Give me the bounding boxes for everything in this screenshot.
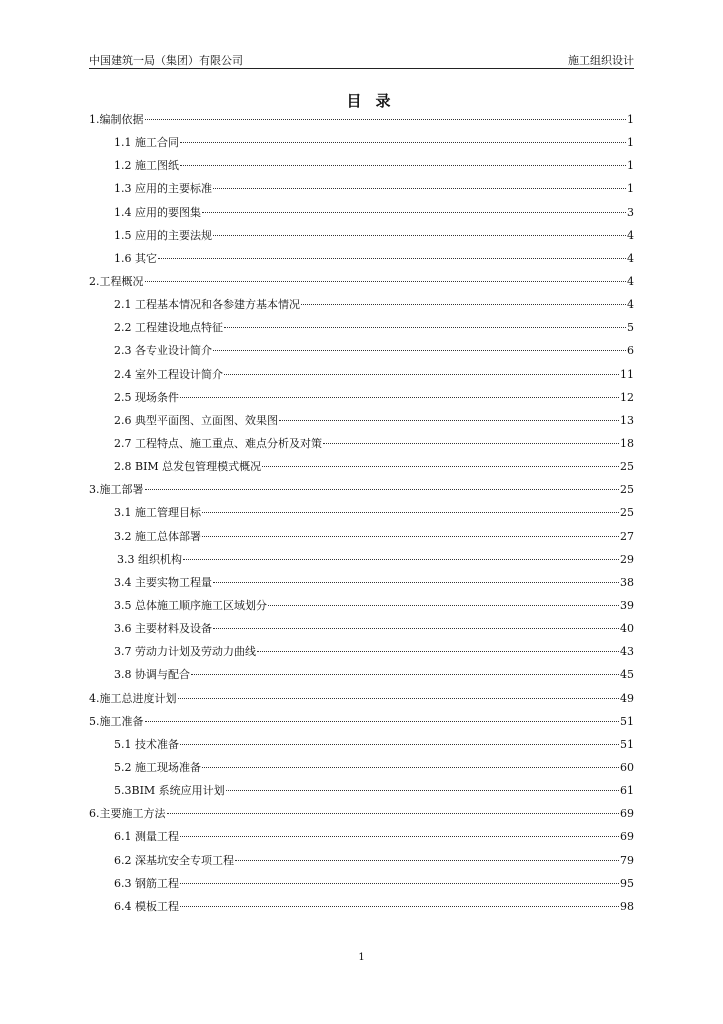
toc-leader-dots [180, 165, 626, 166]
toc-leader-dots [213, 628, 619, 629]
toc-entry[interactable] [89, 458, 634, 481]
table-of-contents [89, 111, 634, 921]
toc-entry[interactable] [89, 319, 634, 342]
toc-entry-page: 69 [620, 807, 634, 821]
toc-entry-label: 3.6 主要材料及设备 [114, 622, 212, 636]
toc-entry-page: 95 [620, 876, 634, 890]
toc-entry[interactable] [89, 805, 634, 828]
toc-entry[interactable] [89, 713, 634, 736]
toc-entry-label: 2.4 室外工程设计简介 [114, 367, 223, 381]
toc-entry-label: 6.3 钢筋工程 [114, 876, 179, 890]
toc-entry-page: 13 [620, 413, 634, 427]
toc-entry-page: 51 [620, 714, 634, 728]
toc-entry[interactable] [89, 389, 634, 412]
toc-entry-label: 2.1 工程基本情况和各参建方基本情况 [114, 298, 300, 312]
toc-leader-dots [213, 188, 626, 189]
toc-entry-label: 3.7 劳动力计划及劳动力曲线 [114, 645, 256, 659]
toc-entry-page: 4 [627, 274, 634, 288]
toc-leader-dots [145, 489, 620, 490]
toc-entry-label: 1.4 应用的要图集 [114, 205, 201, 219]
toc-entry-label: 1.3 应用的主要标准 [114, 182, 212, 196]
toc-leader-dots [183, 559, 619, 560]
toc-entry-label: 5.3BIM 系统应用计划 [114, 784, 225, 798]
toc-entry[interactable] [89, 273, 634, 296]
toc-leader-dots [224, 327, 626, 328]
toc-leader-dots [257, 651, 619, 652]
toc-entry-page: 60 [620, 760, 634, 774]
toc-entry-page: 40 [620, 622, 634, 636]
toc-entry[interactable] [89, 574, 634, 597]
toc-entry-label: 3.8 协调与配合 [114, 668, 190, 682]
toc-entry[interactable] [89, 366, 634, 389]
toc-entry[interactable] [89, 481, 634, 504]
toc-entry[interactable] [89, 828, 634, 851]
toc-entry[interactable] [89, 435, 634, 458]
toc-entry[interactable] [89, 620, 634, 643]
toc-entry-label: 2.工程概况 [89, 274, 144, 288]
toc-entry-label: 3.5 总体施工顺序施工区域划分 [114, 598, 267, 612]
toc-entry[interactable] [89, 852, 634, 875]
toc-entry-page: 4 [627, 298, 634, 312]
toc-entry-page: 25 [620, 460, 634, 474]
toc-entry-label: 1.1 施工合同 [114, 136, 179, 150]
toc-entry-label: 2.5 现场条件 [114, 390, 179, 404]
toc-entry[interactable] [89, 736, 634, 759]
toc-entry-page: 25 [620, 483, 634, 497]
toc-leader-dots [180, 397, 619, 398]
toc-leader-dots [226, 790, 619, 791]
toc-leader-dots [202, 512, 619, 513]
toc-entry[interactable] [89, 412, 634, 435]
toc-leader-dots [323, 443, 619, 444]
toc-leader-dots [191, 674, 619, 675]
toc-entry[interactable] [89, 504, 634, 527]
toc-entry-page: 61 [620, 784, 634, 798]
toc-entry-page: 1 [627, 113, 634, 126]
toc-entry-label: 5.1 技术准备 [114, 737, 179, 751]
toc-entry-page: 49 [620, 691, 634, 705]
toc-leader-dots [202, 536, 619, 537]
toc-entry[interactable] [89, 875, 634, 898]
toc-entry-page: 1 [627, 159, 634, 173]
toc-entry-page: 1 [627, 136, 634, 150]
toc-entry[interactable] [89, 180, 634, 203]
toc-entry-page: 43 [620, 645, 634, 659]
toc-entry-page: 1 [627, 182, 634, 196]
toc-leader-dots [180, 906, 619, 907]
toc-leader-dots [180, 836, 619, 837]
toc-entry-label: 2.2 工程建设地点特征 [114, 321, 223, 335]
toc-entry[interactable] [89, 666, 634, 689]
toc-leader-dots [145, 281, 627, 282]
toc-entry-label: 3.4 主要实物工程量 [114, 575, 212, 589]
toc-entry-label: 3.1 施工管理目标 [114, 506, 201, 520]
toc-leader-dots [180, 744, 619, 745]
toc-entry-page: 69 [620, 830, 634, 844]
toc-leader-dots [213, 235, 626, 236]
toc-leader-dots [145, 119, 627, 120]
toc-leader-dots [202, 767, 619, 768]
toc-entry-page: 5 [627, 321, 634, 335]
toc-entry-page: 45 [620, 668, 634, 682]
toc-leader-dots [158, 258, 626, 259]
toc-entry-label: 3.施工部署 [89, 483, 144, 497]
toc-entry-page: 79 [620, 853, 634, 867]
toc-entry-page: 12 [620, 390, 634, 404]
page-header [89, 52, 634, 69]
page-title: 目录 [346, 92, 405, 110]
toc-leader-dots [213, 350, 626, 351]
toc-entry[interactable] [89, 528, 634, 551]
toc-entry-label: 6.1 测量工程 [114, 830, 179, 844]
toc-entry-page: 98 [620, 899, 634, 913]
toc-entry-label: 3.2 施工总体部署 [114, 529, 201, 543]
header-company: 中国建筑一局（集团）有限公司 [89, 54, 243, 67]
toc-entry-page: 39 [620, 598, 634, 612]
toc-entry-label: 2.3 各专业设计简介 [114, 344, 212, 358]
toc-entry[interactable] [89, 643, 634, 666]
toc-entry-label: 6.2 深基坑安全专项工程 [114, 853, 234, 867]
toc-entry[interactable] [89, 342, 634, 365]
toc-entry-page: 29 [620, 552, 634, 566]
toc-entry-label: 1.6 其它 [114, 251, 157, 265]
toc-entry-label: 5.施工准备 [89, 714, 144, 728]
toc-leader-dots [180, 142, 626, 143]
toc-leader-dots [167, 813, 620, 814]
toc-entry-label: 1.编制依据 [89, 113, 144, 126]
header-doc-type: 施工组织设计 [568, 54, 634, 67]
toc-leader-dots [180, 883, 619, 884]
toc-entry-label: 1.2 施工图纸 [114, 159, 179, 173]
toc-entry[interactable] [89, 134, 634, 157]
toc-entry-label: 1.5 应用的主要法规 [114, 228, 212, 242]
toc-leader-dots [178, 698, 620, 699]
toc-entry[interactable] [89, 296, 634, 319]
toc-entry[interactable] [89, 782, 634, 805]
toc-entry-label: 2.6 典型平面图、立面图、效果图 [114, 413, 278, 427]
toc-entry[interactable] [89, 250, 634, 273]
toc-entry-page: 4 [627, 228, 634, 242]
toc-leader-dots [202, 212, 626, 213]
toc-entry-label: 4.施工总进度计划 [89, 691, 177, 705]
toc-entry-page: 27 [620, 529, 634, 543]
page-number: 1 [358, 952, 365, 963]
toc-leader-dots [145, 721, 620, 722]
toc-entry-page: 51 [620, 737, 634, 751]
toc-leader-dots [268, 605, 619, 606]
toc-entry-page: 6 [627, 344, 634, 358]
toc-leader-dots [213, 582, 619, 583]
toc-entry-page: 18 [620, 436, 634, 450]
toc-entry[interactable] [89, 551, 634, 574]
toc-entry[interactable] [89, 690, 634, 713]
toc-leader-dots [279, 420, 619, 421]
toc-entry[interactable] [89, 111, 634, 134]
toc-entry[interactable] [89, 898, 634, 921]
toc-entry-page: 4 [627, 251, 634, 265]
toc-entry-label: 2.8 BIM 总发包管理模式概况 [114, 460, 262, 474]
toc-entry[interactable] [89, 157, 634, 180]
toc-entry-page: 25 [620, 506, 634, 520]
toc-entry[interactable] [89, 759, 634, 782]
toc-entry-label: 5.2 施工现场准备 [114, 760, 201, 774]
toc-entry-page: 3 [627, 205, 634, 219]
toc-entry-page: 38 [620, 575, 634, 589]
toc-entry-label: 3.3 组织机构 [117, 552, 182, 566]
toc-entry-label: 6.4 模板工程 [114, 899, 179, 913]
toc-entry-page: 11 [620, 367, 634, 381]
toc-leader-dots [224, 374, 619, 375]
toc-entry[interactable] [89, 227, 634, 250]
toc-entry-label: 6.主要施工方法 [89, 807, 166, 821]
toc-leader-dots [301, 304, 626, 305]
toc-leader-dots [235, 860, 619, 861]
toc-entry[interactable] [89, 597, 634, 620]
toc-entry-label: 2.7 工程特点、施工重点、难点分析及对策 [114, 436, 322, 450]
toc-leader-dots [262, 466, 619, 467]
toc-entry[interactable] [89, 204, 634, 227]
